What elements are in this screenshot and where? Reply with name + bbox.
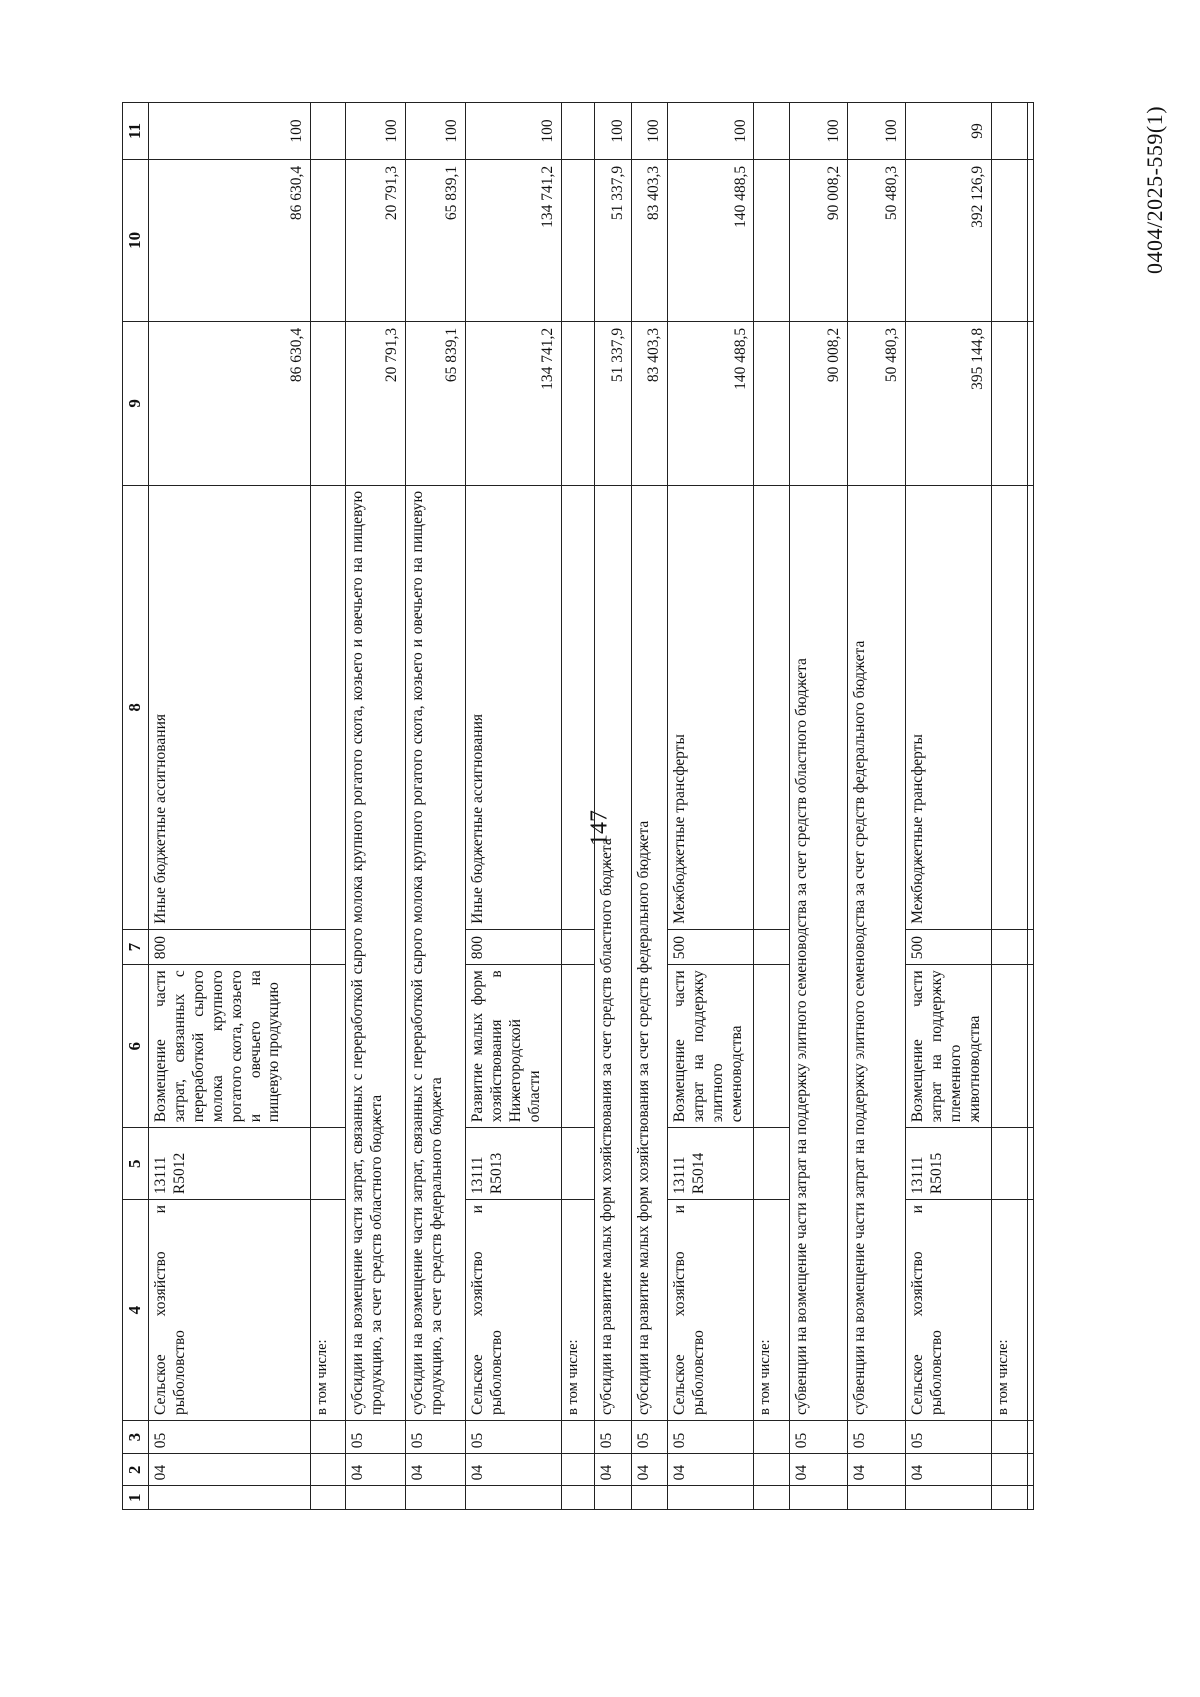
cell-c3: 05 bbox=[848, 1421, 906, 1454]
cell-code: 13111 R5012 bbox=[149, 1128, 311, 1200]
cell-plan: 50 480,3 bbox=[848, 321, 906, 485]
cell-c3: 05 bbox=[631, 1421, 667, 1454]
cell-c3: 05 bbox=[405, 1421, 465, 1454]
cell-type: Иные бюджетные ассигнования bbox=[149, 485, 311, 929]
col-header: 11 bbox=[123, 103, 149, 160]
cell-plan: 90 008,2 bbox=[789, 321, 847, 485]
header-row bbox=[123, 103, 149, 1510]
col-header: 2 bbox=[123, 1454, 149, 1486]
cell-type-code: 800 bbox=[466, 929, 562, 964]
col-header: 10 bbox=[123, 159, 149, 321]
cell-c3: 05 bbox=[668, 1421, 754, 1454]
cell-code: 13111 R5014 bbox=[668, 1128, 754, 1200]
cell-percent: 99 bbox=[906, 103, 992, 160]
cell-c2: 04 bbox=[466, 1454, 562, 1486]
cell-c3: 05 bbox=[149, 1421, 311, 1454]
cell-c3: 05 bbox=[595, 1421, 631, 1454]
cell-percent: 100 bbox=[631, 103, 667, 160]
col-header: 9 bbox=[123, 321, 149, 485]
cell-section: Сельское хозяйство и рыболовство bbox=[149, 1200, 311, 1421]
cell-percent: 100 bbox=[668, 103, 754, 160]
cell-section: Сельское хозяйство и рыболовство bbox=[906, 1200, 992, 1421]
cell-plan: 20 791,3 bbox=[345, 321, 405, 485]
cell-c2: 04 bbox=[631, 1454, 667, 1486]
cell-actual: 20 791,3 bbox=[345, 159, 405, 321]
col-header: 7 bbox=[123, 929, 149, 964]
table-row bbox=[562, 103, 595, 1510]
cell-c3: 05 bbox=[345, 1421, 405, 1454]
col-header: 8 bbox=[123, 485, 149, 929]
cell-purpose: Возмещение части затрат на поддержку элитного семеноводства bbox=[668, 965, 754, 1128]
cell-c3: 05 bbox=[789, 1421, 847, 1454]
table-row bbox=[466, 103, 562, 1510]
cell-c2: 04 bbox=[345, 1454, 405, 1486]
cell-type: Межбюджетные трансферты bbox=[906, 485, 992, 929]
cell-actual: 83 403,3 bbox=[631, 159, 667, 321]
table-row bbox=[595, 103, 631, 1510]
table-row bbox=[754, 103, 789, 1510]
col-header: 3 bbox=[123, 1421, 149, 1454]
col-header: 4 bbox=[123, 1200, 149, 1421]
cell-percent: 100 bbox=[848, 103, 906, 160]
table-row bbox=[631, 103, 667, 1510]
cell-type-code: 800 bbox=[149, 929, 311, 964]
cell-code: 13111 R5013 bbox=[466, 1128, 562, 1200]
page-number: 147 bbox=[586, 810, 613, 846]
cell-actual: 86 630,4 bbox=[149, 159, 311, 321]
cell-percent: 100 bbox=[595, 103, 631, 160]
table-row bbox=[149, 103, 311, 1510]
cell-percent: 100 bbox=[345, 103, 405, 160]
cell-actual: 51 337,9 bbox=[595, 159, 631, 321]
rotated-table-area bbox=[122, 102, 1034, 1510]
cell-plan: 65 839,1 bbox=[405, 321, 465, 485]
cell-percent: 100 bbox=[789, 103, 847, 160]
cell-in-total: в том числе: bbox=[992, 1200, 1027, 1421]
col-header: 1 bbox=[123, 1486, 149, 1510]
cell-description: субвенции на возмещение части затрат на поддержку элитного семеноводства за счет средств федерального бюджета bbox=[848, 485, 906, 1420]
cell-purpose: Возмещение части затрат на поддержку племенного животноводства bbox=[906, 965, 992, 1128]
cell-type-code: 500 bbox=[906, 929, 992, 964]
cell-description: субсидии на возмещение части затрат, связанных с переработкой сырого молока крупного рогатого скота, козьего и овечьего на пищевую продукцию, за счет средств федерального бюджета bbox=[405, 485, 465, 1420]
cell-description: субвенции на возмещение части затрат на поддержку элитного семеноводства за счет средств областного бюджета bbox=[789, 485, 847, 1420]
cell-c3: 05 bbox=[466, 1421, 562, 1454]
budget-table bbox=[122, 102, 1034, 1510]
cell-in-total: в том числе: bbox=[562, 1200, 595, 1421]
cell-plan: 140 488,5 bbox=[668, 321, 754, 485]
cell-plan: 51 337,9 bbox=[595, 321, 631, 485]
cell-purpose: Возмещение части затрат, связанных с переработкой сырого молока крупного рогатого скота, козьего и овечьего на пищевую продукцию bbox=[149, 965, 311, 1128]
cell-in-total: в том числе: bbox=[311, 1200, 345, 1421]
cell-code: 13111 R5015 bbox=[906, 1128, 992, 1200]
cell-percent: 100 bbox=[149, 103, 311, 160]
cell-c2: 04 bbox=[906, 1454, 992, 1486]
table-row-spacer bbox=[1027, 103, 1033, 1510]
cell-percent: 100 bbox=[405, 103, 465, 160]
cell-in-total: в том числе: bbox=[754, 1200, 789, 1421]
cell-actual: 134 741,2 bbox=[466, 159, 562, 321]
cell-plan: 83 403,3 bbox=[631, 321, 667, 485]
table-row bbox=[848, 103, 906, 1510]
cell-c2: 04 bbox=[668, 1454, 754, 1486]
cell-c2: 04 bbox=[405, 1454, 465, 1486]
cell-actual: 140 488,5 bbox=[668, 159, 754, 321]
cell-c2: 04 bbox=[149, 1454, 311, 1486]
cell-type: Межбюджетные трансферты bbox=[668, 485, 754, 929]
col-header: 6 bbox=[123, 965, 149, 1128]
cell-actual: 50 480,3 bbox=[848, 159, 906, 321]
cell-c2: 04 bbox=[595, 1454, 631, 1486]
cell-actual: 90 008,2 bbox=[789, 159, 847, 321]
cell-purpose: Развитие малых форм хозяйствования в Нижегородской области bbox=[466, 965, 562, 1128]
cell-actual: 65 839,1 bbox=[405, 159, 465, 321]
cell-description: субсидии на развитие малых форм хозяйствования за счет средств федерального бюджета bbox=[631, 485, 667, 1420]
cell-type-code: 500 bbox=[668, 929, 754, 964]
cell-type: Иные бюджетные ассигнования bbox=[466, 485, 562, 929]
document-code: 0404/2025-559(1) bbox=[1142, 105, 1167, 275]
table-row bbox=[311, 103, 345, 1510]
cell-percent: 100 bbox=[466, 103, 562, 160]
table-row bbox=[405, 103, 465, 1510]
cell-c2: 04 bbox=[848, 1454, 906, 1486]
table-row bbox=[345, 103, 405, 1510]
cell-description: субсидии на возмещение части затрат, связанных с переработкой сырого молока крупного рогатого скота, козьего и овечьего на пищевую продукцию, за счет средств областного бюджета bbox=[345, 485, 405, 1420]
table-row bbox=[992, 103, 1027, 1510]
cell-plan: 134 741,2 bbox=[466, 321, 562, 485]
cell-section: Сельское хозяйство и рыболовство bbox=[466, 1200, 562, 1421]
cell-c3: 05 bbox=[906, 1421, 992, 1454]
cell-actual: 392 126,9 bbox=[906, 159, 992, 321]
cell-plan: 86 630,4 bbox=[149, 321, 311, 485]
table-row bbox=[906, 103, 992, 1510]
table-row bbox=[789, 103, 847, 1510]
table-row bbox=[668, 103, 754, 1510]
cell-plan: 395 144,8 bbox=[906, 321, 992, 485]
cell-c2: 04 bbox=[789, 1454, 847, 1486]
cell-description: субсидии на развитие малых форм хозяйствования за счет средств областного бюджета bbox=[595, 485, 631, 1420]
cell-section: Сельское хозяйство и рыболовство bbox=[668, 1200, 754, 1421]
col-header: 5 bbox=[123, 1128, 149, 1200]
